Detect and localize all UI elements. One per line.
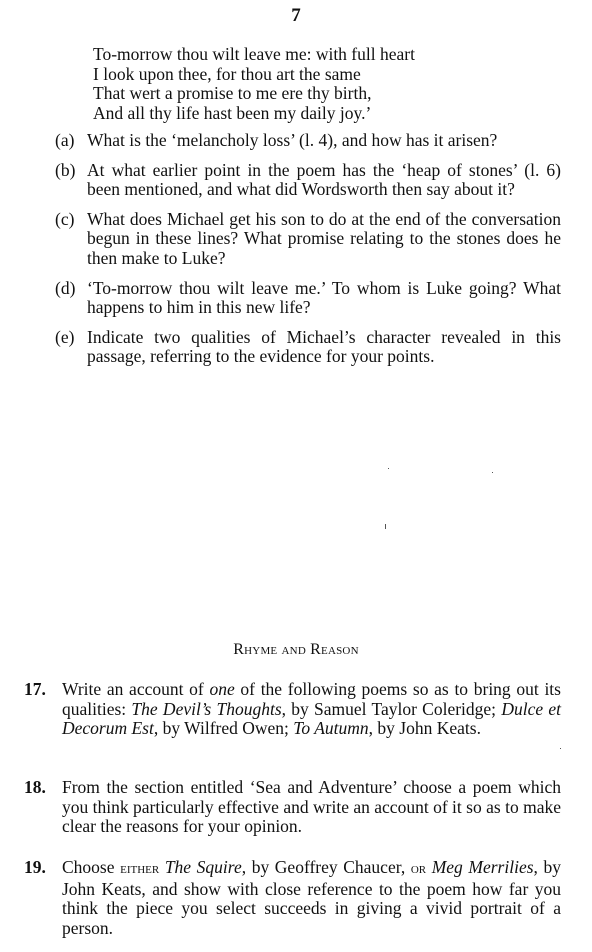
item-text: Write an account of one of the following poems so as to bring out its qualities: The Devil’s Thoughts, by Samuel Taylor Coleridge; Dulce et Decorum Est, by Wilfred Owen; To Autumn, by John Keats.: [62, 679, 561, 739]
question-text: At what earlier point in the poem has the ‘heap of stones’ (l. 6) been mentioned, and what did Wordsworth then say about it?: [87, 159, 561, 200]
item-number: 17.: [24, 679, 46, 699]
item-17: [24, 680, 561, 739]
item-text: Choose either The Squire, by Geoffrey Chaucer, or Meg Merrilies, by John Keats, and show with close reference to the poem how far you think the piece you select succeeds in giving a vivid portrait of a person.: [62, 857, 562, 938]
question-label: (d): [55, 277, 76, 298]
question-c: [55, 210, 561, 269]
question-label: (c): [55, 208, 75, 229]
question-label: (e): [55, 326, 75, 347]
poem-line: I look upon thee, for thou art the same: [93, 63, 361, 84]
question-list: [55, 131, 561, 377]
question-text: Indicate two qualities of Michael’s character revealed in this passage, referring to the evidence for your points.: [87, 326, 561, 367]
question-e: [55, 328, 561, 367]
question-label: (a): [55, 130, 75, 150]
section-title: Rhyme and Reason: [233, 641, 359, 658]
poem-line: And all thy life hast been my daily joy.’: [93, 102, 372, 123]
item-text: From the section entitled ‘Sea and Adventure’ choose a poem which you think particularly effective and write an account of it so as to make clear the reasons for your opinion.: [62, 777, 561, 837]
question-text: What is the ‘melancholy loss’ (l. 4), and how has it arisen?: [87, 130, 498, 150]
scan-speck: [385, 524, 386, 529]
item-18: [24, 778, 561, 837]
question-text: What does Michael get his son to do at the end of the conversation begun in these lines? What promise relating to the stones does he then make to Luke?: [87, 208, 561, 268]
question-a: [55, 131, 561, 151]
question-text: ‘To-morrow thou wilt leave me.’ To whom is Luke going? What happens to him in this new life?: [87, 277, 561, 318]
page-number: 7: [291, 5, 301, 26]
item-number: 19.: [24, 857, 46, 877]
poem-line: To-morrow thou wilt leave me: with full heart: [93, 44, 415, 64]
poem-excerpt: [93, 45, 533, 123]
question-label: (b): [55, 159, 76, 180]
scan-speck: [560, 748, 561, 749]
item-number: 18.: [24, 777, 46, 797]
scan-speck: [388, 468, 389, 469]
scan-speck: [492, 472, 493, 473]
question-b: [55, 161, 561, 200]
item-19: [24, 858, 561, 938]
poem-line: That wert a promise to me ere thy birth,: [93, 83, 372, 104]
question-d: [55, 279, 561, 318]
